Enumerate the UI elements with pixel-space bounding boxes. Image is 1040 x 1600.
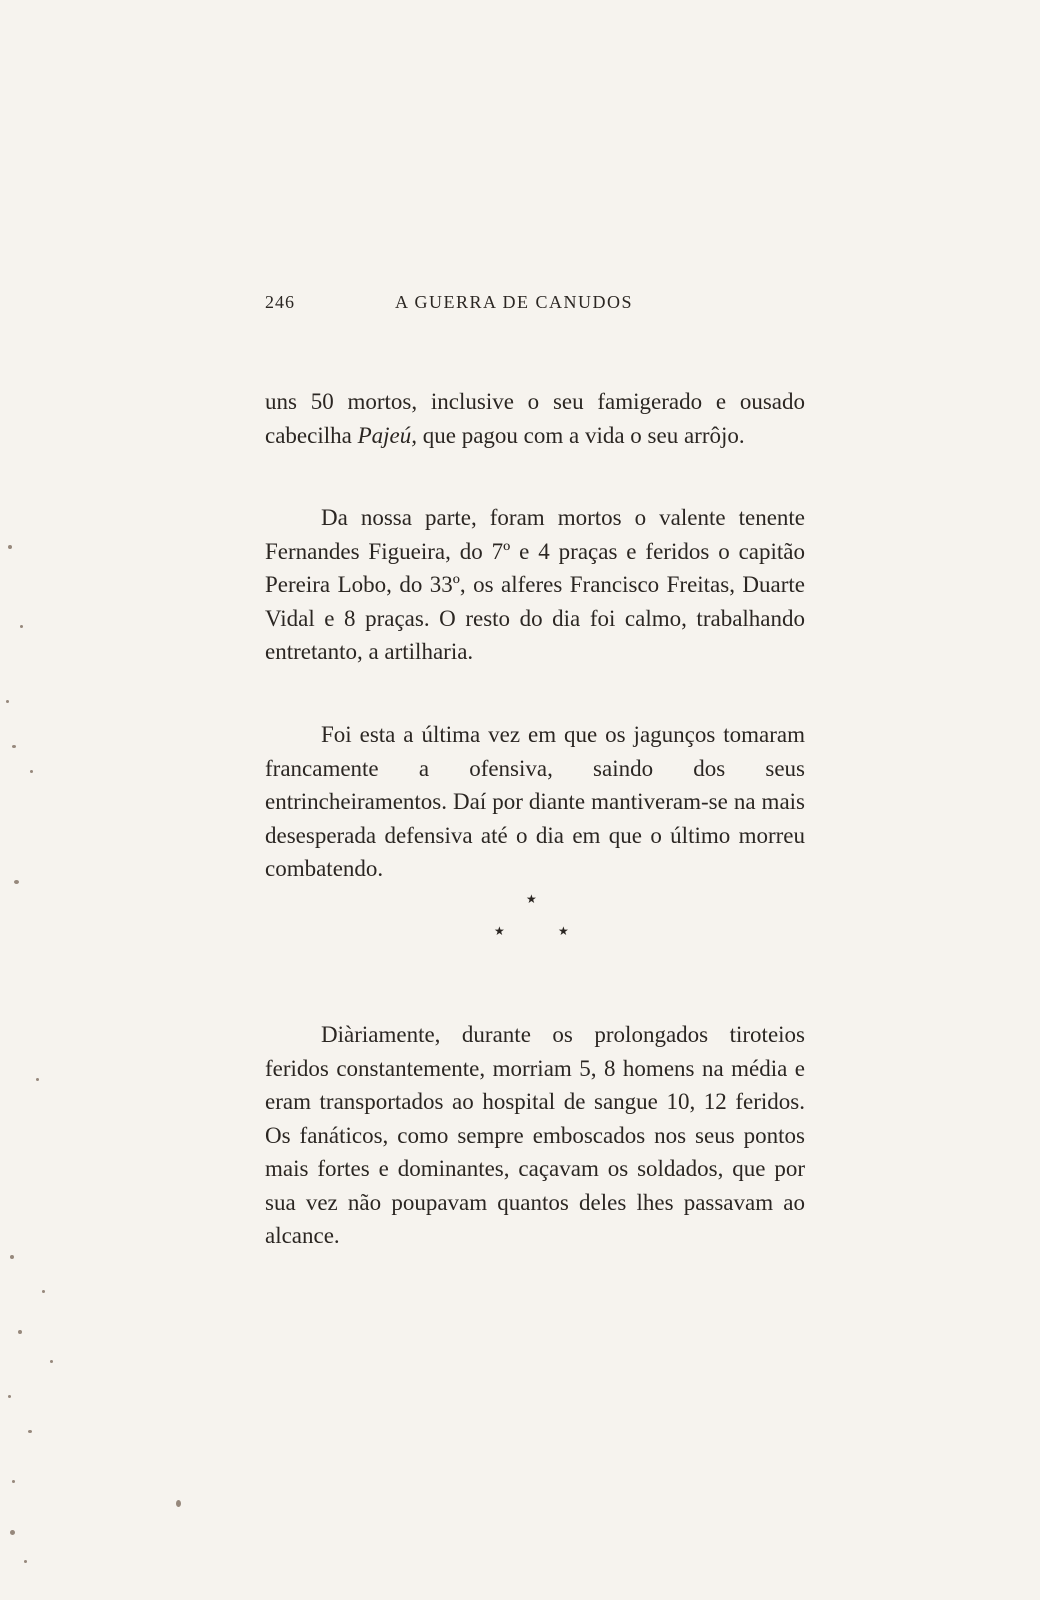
print-speck — [42, 1290, 45, 1293]
print-speck — [14, 880, 19, 884]
paragraph-3: Foi esta a última vez em que os jagunços tomaram francamente a ofensiva, saindo dos seus entrincheiramentos. Daí por diante mantiveram-se na mais desesperada defensiva até o dia em que o último morreu combatendo. — [265, 722, 805, 881]
print-speck — [30, 770, 33, 773]
paragraph-4: Diàriamente, durante os prolongados tiroteios feridos constantemente, morriam 5, 8 homens na média e eram transportados ao hospital de sangue 10, 12 feridos. Os fanáticos, como sempre emboscados nos seus pontos mais fortes e dominantes, caçavam os soldados, que por sua vez não poupavam quantos deles lhes passavam ao alcance. — [265, 1022, 805, 1248]
page-number: 246 — [265, 292, 295, 312]
print-speck — [12, 745, 16, 748]
running-title: A GUERRA DE CANUDOS — [395, 292, 634, 312]
print-speck — [20, 625, 23, 628]
print-speck — [8, 1395, 11, 1398]
print-speck — [8, 545, 12, 549]
paragraph-1-italic-name: Pajeú, — [357, 422, 417, 448]
print-speck — [18, 1330, 22, 1334]
star-icon: ★ — [558, 924, 569, 938]
paragraph-1 — [265, 385, 805, 452]
print-speck — [28, 1430, 32, 1433]
print-speck — [24, 1560, 27, 1563]
print-speck — [12, 1480, 15, 1483]
paragraph-2: Da nossa parte, foram mortos o valente tenente Fernandes Figueira, do 7º e 4 praças e feridos o capitão Pereira Lobo, do 33º, os alferes Francisco Freitas, Duarte Vidal e 8 praças. O resto do dia foi calmo, trabalhando entretanto, a artilharia. — [265, 505, 805, 664]
print-speck — [10, 1255, 14, 1259]
print-speck — [176, 1500, 181, 1507]
print-speck — [6, 700, 9, 703]
print-speck — [36, 1078, 39, 1081]
section-break-asterism — [470, 892, 590, 952]
star-icon: ★ — [494, 924, 505, 938]
print-speck — [50, 1360, 53, 1363]
paragraph-1-text-start: uns 50 mortos, inclusive o seu famigerado e ousado cabecilha — [265, 389, 805, 448]
paragraph-1-text-end: que pagou com a vida o seu arrôjo. — [416, 422, 745, 448]
star-icon: ★ — [526, 892, 537, 906]
print-speck — [10, 1530, 15, 1535]
